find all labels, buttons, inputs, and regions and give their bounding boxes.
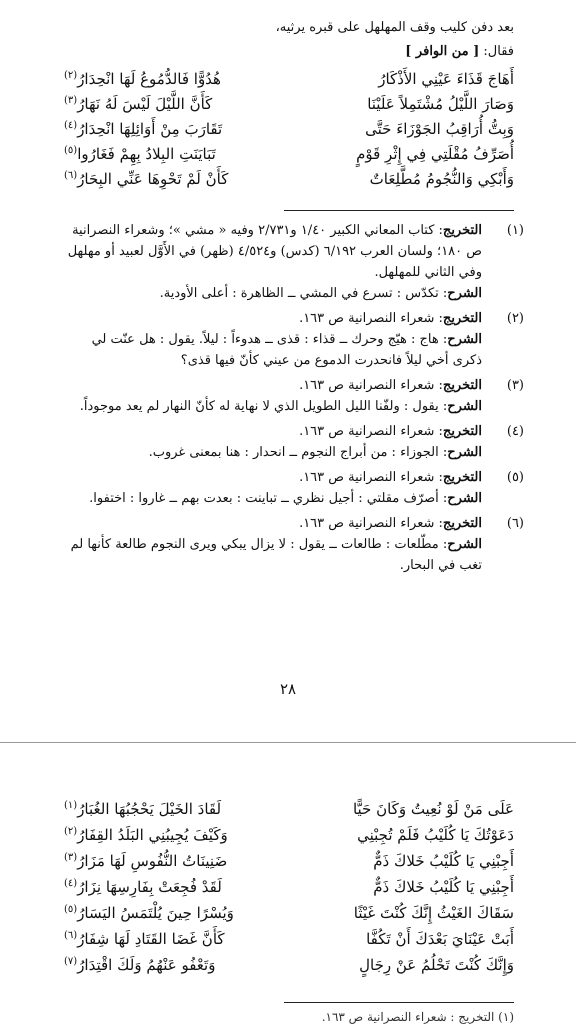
footnote-label: الشرح [447, 332, 482, 347]
footnote-line [60, 220, 482, 283]
verse-second-hemistich: كَأَنَّ غَضَا القَتَادِ لَهَا شِفَارُ$^{(٦)}$ [64, 930, 225, 948]
footnote-number: (١) [506, 223, 524, 238]
footnote-label: الشرح [447, 445, 482, 460]
footnote-text: : شعراء النصرانية ص ١٦٣. [299, 470, 443, 485]
footnote-3 [60, 375, 524, 417]
meter-line [405, 44, 514, 59]
footnote-2 [60, 308, 524, 371]
footnote-line [60, 308, 482, 329]
verse-first-hemistich: أَجِبْنِي يَا كُلَيْبُ خَلاكَ ذَمٌّ [373, 852, 514, 870]
verse-5 [64, 900, 514, 926]
footnote-5 [60, 467, 524, 509]
footnote-line [60, 396, 482, 417]
verse-second-hemistich: كَأَنَّ اللَّيْلَ لَيْسَ لَهُ نَهَارُ$^{(٣)}$ [64, 94, 213, 113]
footnote-marker: (٤) [64, 119, 78, 131]
footnote-label: الشرح [447, 286, 482, 301]
verse-4 [64, 141, 514, 166]
verse-second-hemistich: هُدُوًّا فَالدُّمُوعُ لَهَا انْحِدَارُ$^{(٢)}$ [64, 69, 221, 88]
footnote-marker: (١) [64, 800, 78, 811]
footnote-marker: (٣) [64, 94, 78, 106]
footnote-text: : شعراء النصرانية ص ١٦٣. [299, 378, 443, 393]
footnote-line [60, 488, 482, 509]
footnote-label: التخريج [442, 311, 482, 326]
footnote-marker: (٧) [64, 956, 78, 967]
verse-second-hemistich: وَيُسْرًا حِينَ يُلْتَمَسُ اليَسَارُ$^{(٥)}$ [64, 904, 234, 922]
footnote-text: : يقول : ولفّنا الليل الطويل الذي لا نهاية له كأنّ النهار لم يعد موجوداً. [79, 399, 448, 414]
footnote-label: التخريج [442, 223, 482, 238]
verse-1 [64, 66, 514, 91]
footnote-separator [284, 1002, 514, 1003]
verse-first-hemistich: سَقَاكَ الغَيْثُ إِنَّكَ كُنْتَ غَيْثًا [353, 904, 514, 922]
footnote-body [60, 375, 482, 417]
footnote-line [60, 283, 482, 304]
verse-first-hemistich: وَصَارَ اللَّيْلُ مُشْتَمِلاً عَلَيْنَا [367, 94, 514, 113]
footnote-6 [60, 513, 524, 576]
footnote-text: : أصرّف مقلتي : أجيل نظري ــ تباينت : بعدت بهم ــ غاروا : اختفوا. [89, 491, 448, 506]
footnote-marker: (٢) [64, 69, 78, 81]
verse-6 [64, 926, 514, 952]
verse-3 [64, 116, 514, 141]
footnote-line [60, 534, 482, 576]
footnote-marker: (٣) [64, 852, 78, 863]
footnote-marker: (٦) [64, 169, 78, 181]
verse-2 [64, 822, 514, 848]
footnote-4 [60, 421, 524, 463]
footnote-text: : مطّلعات : طالعات ــ يقول : لا يزال يبكي ويرى النجوم طالعة كأنها لم تغب في البحار. [70, 537, 482, 573]
verse-first-hemistich: وَإِنَّكَ كُنْتَ تَحْلُمُ عَنْ رِجَالٍ [359, 956, 514, 974]
footnote-text: : تكدّس : تسرع في المشي ــ الظاهرة : أعلى الأودية. [159, 286, 448, 301]
footnote-1 [60, 220, 524, 304]
footnote-separator [284, 210, 514, 211]
verse-second-hemistich: ضَنِينَاتُ النُّفُوسِ لَهَا مَزَارُ$^{(٣)}$ [64, 852, 228, 870]
verse-second-hemistich: لَقَادَ الخَيْلَ يَحْجُبُهَا الغُبَارُ$^{(١)}$ [64, 800, 222, 818]
footnote-label: الشرح [447, 537, 482, 552]
poem-page-29 [64, 796, 514, 978]
verse-first-hemistich: أُصَرِّفُ مُقْلَتِي فِي إِثْرِ قَوْمٍ [356, 144, 514, 163]
verse-4 [64, 874, 514, 900]
meter-name: [ من الوافر ] [405, 44, 480, 59]
verse-first-hemistich: عَلَى مَنْ لَوْ نُعِيتُ وَكَانَ حَيًّا [352, 800, 514, 818]
verse-second-hemistich: وَتَعْفُو عَنْهُمُ وَلَكَ اقْتِدَارُ$^{(٧)}$ [64, 956, 216, 974]
verse-5 [64, 166, 514, 191]
footnote-marker: (٥) [64, 904, 78, 915]
footnote-line [60, 375, 482, 396]
footnote-line [60, 467, 482, 488]
verse-first-hemistich: دَعَوْتُكَ يَا كُلَيْبُ فَلَمْ تُجِبْنِي [357, 826, 514, 844]
footnote-text: : الجوزاء : من أبراج النجوم ــ انحدار : هنا بمعنى غروب. [148, 445, 448, 460]
footnote-text: : شعراء النصرانية ص ١٦٣. [299, 424, 443, 439]
verse-1 [64, 796, 514, 822]
verse-7 [64, 952, 514, 978]
footnote-label: التخريج [442, 470, 482, 485]
footnote-text: : شعراء النصرانية ص ١٦٣. [299, 311, 443, 326]
verse-first-hemistich: أَجِبْنِي يَا كُلَيْبُ خَلاكَ ذَمٌّ [373, 878, 514, 896]
footnote-marker: (٤) [64, 878, 78, 889]
footnote-text: : شعراء النصرانية ص ١٦٣. [299, 516, 443, 531]
verse-2 [64, 91, 514, 116]
footnote-number: (٦) [506, 516, 524, 531]
verse-second-hemistich: تَبَايَنَتِ البِلادُ بِهِمْ فَغَارُوا$^{(٥)}$ [64, 144, 216, 163]
verse-second-hemistich: لَقَدْ فُجِعَتْ بِفَارِسِهَا نِزَارُ$^{(٤)}$ [64, 878, 222, 896]
footnote-number: (٢) [506, 311, 524, 326]
meter-prefix: فقال: [483, 44, 514, 59]
footnote-text: : كتاب المعاني الكبير ١/٤٠ و٢/٧٣١ وفيه « مشي »؛ وشعراء النصرانية ص ١٨٠؛ ولسان العرب ٦/١٩٢ (كدس) و٤/٥٢٤ (ظهر) في الأَوَّل لعبيد أو مهلهل وفي الثاني للمهلهل. [67, 223, 482, 280]
footnote-body [60, 308, 482, 371]
footnote-label: التخريج [442, 516, 482, 531]
footnote-marker: (٢) [64, 826, 78, 837]
footnote-marker: (٦) [64, 930, 78, 941]
page-number: ٢٨ [279, 680, 297, 698]
book-page-29 [0, 748, 576, 1024]
footnotes [60, 220, 524, 580]
footnote-line [60, 421, 482, 442]
footnote-marker: (٥) [64, 144, 78, 156]
footnote-label: الشرح [447, 491, 482, 506]
verse-second-hemistich: كَأَنْ لَمْ تَحْوِهَا عَنِّي البِحَارُ$^{(٦)}$ [64, 169, 229, 188]
intro-text: بعد دفن كليب وقف المهلهل على قبره يرثيه، [275, 20, 514, 35]
verse-second-hemistich: تَقَارَبَ مِنْ أَوَائِلِهَا انْحِدَارُ$^{(٤)}$ [64, 119, 223, 138]
footnote-body [60, 513, 482, 576]
footnote-label: التخريج [442, 378, 482, 393]
footnote-line [60, 513, 482, 534]
footnote-number: (٣) [506, 378, 524, 393]
footnote-number: (٥) [506, 470, 524, 485]
footnote-fragment: (١) التخريج : شعراء النصرانية ص ١٦٣. [321, 1010, 514, 1024]
verse-first-hemistich: أَهَاجَ قَذَاءَ عَيْنِي الأَذْكَارُ [378, 69, 514, 88]
footnote-line [60, 329, 482, 371]
footnote-label: الشرح [447, 399, 482, 414]
verse-first-hemistich: وَأَبْكِي وَالنُّجُومُ مُطَّلِعَاتٌ [369, 169, 514, 188]
poem-page-28 [64, 66, 514, 191]
verse-first-hemistich: وَبِتُّ أُرَاقِبُ الجَوْزَاءَ حَتَّى [365, 119, 514, 138]
verse-second-hemistich: وَكَيْفَ يُجِيبُنِي البَلَدُ القِفَارُ$^{(٢)}$ [64, 826, 228, 844]
verse-3 [64, 848, 514, 874]
footnote-line [60, 442, 482, 463]
footnote-number: (٤) [506, 424, 524, 439]
footnote-body [60, 220, 482, 304]
verse-first-hemistich: أَبَتْ عَيْنَايَ بَعْدَكَ أَنْ تَكُفَّا [366, 930, 514, 948]
footnote-body [60, 421, 482, 463]
footnote-label: التخريج [442, 424, 482, 439]
footnote-body [60, 467, 482, 509]
footnote-text: : هاج : هيّج وحرك ــ قذاء : قذى ــ هدوءاً : ليلاً. يقول : هل عنّت لي ذكرى أخي ليلاً فانحدرت الدموع من عيني كأنّ فيها قذى؟ [91, 332, 482, 368]
